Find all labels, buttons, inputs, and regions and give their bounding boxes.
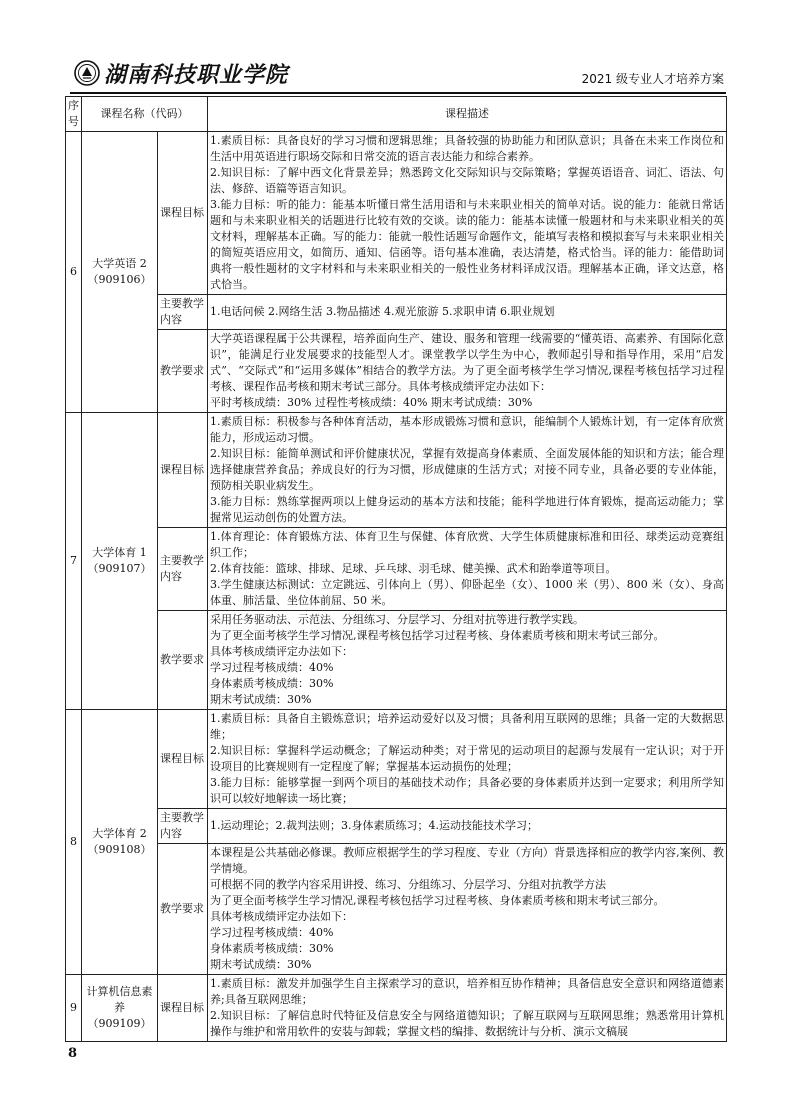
course-number: 8 (66, 710, 82, 975)
description-item-label: 课程目标 (158, 975, 208, 1042)
description-line: 本课程是公共基础必修课。教师应根据学生的学习程度、专业（方向）背景选择相应的教学内容,案例、教学情境。 (210, 846, 724, 875)
course-name: 大学英语 2 (92, 257, 147, 270)
description-line: 身体素质考核成绩：30% (210, 942, 334, 955)
course-number: 9 (66, 975, 82, 1042)
description-line: 1.体育理论：体育锻炼方法、体育卫生与保健、体育欣赏、大学生体质健康标准和田径、球类运动竞赛组织工作； (210, 530, 724, 559)
description-line: 平时考核成绩：30% 过程性考核成绩：40% 期末考试成绩：30% (210, 396, 533, 409)
table-row (66, 528, 727, 611)
course-table (65, 96, 727, 1042)
description-item-label: 主要教学内容 (158, 809, 208, 844)
description-line: 3.能力目标：听的能力：能基本听懂日常生活用语和与未来职业相关的简单对话。说的能力：能就日常话题和与未来职业相关的话题进行比较有效的交谈。读的能力：能基本读懂一般题材和与未来职业相关的英文材料，理解基本正确。写的能力：能就一般性话题写命题作文，能填写表格和模拟套写与未来职业相关的简短英语应用文，如简历、通知、信函等。语句基本准确，表达清楚，格式恰当。译的能力：能借助词典将一般性题材的文字材料和与未来职业相关的一般性业务材料译成汉语。理解基本正确，译文达意，格式恰当。 (210, 198, 724, 291)
table-row (66, 295, 727, 330)
course-name-cell (82, 413, 158, 710)
description-line: 1.素质目标：具备自主锻炼意识；培养运动爱好以及习惯；具备利用互联网的思维；具备一定的大数据思维； (210, 712, 724, 741)
description-text-cell (208, 413, 727, 528)
table-row (66, 710, 727, 809)
description-line: 大学英语课程属于公共课程，培养面向生产、建设、服务和管理一线需要的“懂英语、高素养、有国际化意识”，能满足行业发展要求的技能型人才。课堂教学以学生为中心，教师起引导和指导作用，采用“启发式”、“交际式”和“运用多媒体”相结合的教学方法。为了更全面考核学生学习情况,课程考核包括学习过程考核、课程作品考核和期末考试三部分。具体考核成绩评定办法如下： (210, 332, 724, 393)
description-line: 2.知识目标：了解信息时代特征及信息安全与网络道德知识；了解互联网与互联网思维；熟悉常用计算机操作与维护和常用软件的安装与卸载；掌握文档的编排、数据统计与分析、演示文稿展 (210, 1009, 724, 1038)
description-text-cell (208, 132, 727, 295)
description-item-label: 主要教学内容 (158, 295, 208, 330)
description-line: 2.知识目标：能简单测试和评价健康状况，掌握有效提高身体素质、全面发展体能的知识和方法；能合理选择健康营养食品；养成良好的行为习惯，形成健康的生活方式；对接不同专业，具备必要的专业体能，预防相关职业病发生。 (210, 447, 724, 492)
description-text-cell (208, 710, 727, 809)
description-line: 期末考试成绩：30% (210, 958, 312, 971)
description-line: 2.知识目标：掌握科学运动概念；了解运动种类；对于常见的运动项目的起源与发展有一定认识；对于开设项目的比赛规则有一定程度了解；掌握基本运动损伤的处理； (210, 744, 724, 773)
table-header-row (66, 97, 727, 132)
description-line: 期末考试成绩：30% (210, 693, 312, 706)
description-line: 2.体育技能：篮球、排球、足球、乒乓球、羽毛球、健美操、武术和跆拳道等项目。 (210, 562, 617, 575)
description-item-label: 课程目标 (158, 710, 208, 809)
header-desc: 课程描述 (208, 97, 727, 132)
document-title: 2021 级专业人才培养方案 (581, 72, 724, 86)
course-number: 6 (66, 132, 82, 413)
description-text-cell (208, 844, 727, 975)
description-line: 1.运动理论；2.裁判法则；3.身体素质练习；4.运动技能技术学习； (210, 819, 538, 832)
description-line: 具体考核成绩评定办法如下： (210, 910, 353, 923)
table-row (66, 975, 727, 1042)
description-text-cell (208, 975, 727, 1042)
course-number: 7 (66, 413, 82, 710)
college-logo (74, 58, 288, 88)
course-name-cell (82, 132, 158, 413)
table-row (66, 844, 727, 975)
description-item-label: 主要教学内容 (158, 528, 208, 611)
description-line: 为了更全面考核学生学习情况,课程考核包括学习过程考核、身体素质考核和期末考试三部分。 (210, 894, 665, 907)
description-item-label: 教学要求 (158, 611, 208, 710)
page-number: 8 (68, 1046, 78, 1061)
description-line: 3.学生健康达标测试：立定跳远、引体向上（男）、仰卧起坐（女）、1000 米（男）、800 米（女）、身高体重、肺活量、坐位体前屈、50 米。 (210, 578, 724, 607)
table-row (66, 330, 727, 413)
description-line: 1.素质目标：具备良好的学习习惯和逻辑思维；具备较强的协助能力和团队意识；具备在未来工作岗位和生活中用英语进行职场交际和日常交流的语言表达能力和综合素养。 (210, 134, 724, 163)
description-line: 3.能力目标：能够掌握一到两个项目的基础技术动作；具备必要的身体素质并达到一定要求；利用所学知识可以较好地解读一场比赛； (210, 776, 724, 805)
description-item-label: 课程目标 (158, 132, 208, 295)
description-line: 2.知识目标：了解中西文化背景差异；熟悉跨文化交际知识与交际策略；掌握英语语音、词汇、语法、句法、修辞、语篇等语言知识。 (210, 166, 724, 195)
course-name: 大学体育 1 (92, 546, 147, 559)
course-code: （909108） (87, 843, 152, 856)
description-text-cell (208, 611, 727, 710)
table-row (66, 132, 727, 295)
description-line: 为了更全面考核学生学习情况,课程考核包括学习过程考核、身体素质考核和期末考试三部分。 (210, 629, 665, 642)
description-line: 1.素质目标：激发并加强学生自主探索学习的意识，培养相互协作精神；具备信息安全意识和网络道德素养;具备互联网思维； (210, 977, 724, 1006)
course-code: （909107） (87, 562, 152, 575)
description-line: 学习过程考核成绩：40% (210, 926, 334, 939)
course-code: （909109） (87, 1017, 152, 1030)
course-name-cell (82, 710, 158, 975)
page-header (70, 56, 726, 94)
header-course: 课程名称（代码） (82, 97, 208, 132)
course-name: 计算机信息素养 (86, 985, 153, 1014)
table-row (66, 611, 727, 710)
header-no: 序号 (66, 97, 82, 132)
college-seal-icon (74, 60, 100, 86)
description-item-label: 教学要求 (158, 330, 208, 413)
description-line: 采用任务驱动法、示范法、分组练习、分层学习、分组对抗等进行教学实践。 (210, 613, 584, 626)
description-text-cell (208, 295, 727, 330)
table-body (66, 132, 727, 1042)
description-text-cell (208, 528, 727, 611)
college-name-logo: 湖南科技职业学院 (104, 61, 289, 88)
course-code: （909106） (87, 273, 152, 286)
description-line: 1.素质目标：积极参与各种体育活动，基本形成锻炼习惯和意识，能编制个人锻炼计划，有一定体育欣赏能力，形成运动习惯。 (210, 415, 724, 444)
table-row (66, 809, 727, 844)
description-line: 学习过程考核成绩：40% (210, 661, 334, 674)
description-item-label: 教学要求 (158, 844, 208, 975)
description-line: 3.能力目标：熟练掌握两项以上健身运动的基本方法和技能；能科学地进行体育锻炼，提高运动能力；掌握常见运动创伤的处置方法。 (210, 495, 724, 524)
description-line: 具体考核成绩评定办法如下： (210, 645, 353, 658)
description-line: 身体素质考核成绩：30% (210, 677, 334, 690)
description-line: 可根据不同的教学内容采用讲授、练习、分组练习、分层学习、分组对抗教学方法 (210, 878, 606, 891)
course-name: 大学体育 2 (92, 827, 147, 840)
description-text-cell (208, 809, 727, 844)
description-line: 1.电话问候 2.网络生活 3.物品描述 4.观光旅游 5.求职申请 6.职业规划 (210, 305, 555, 318)
table-row (66, 413, 727, 528)
description-item-label: 课程目标 (158, 413, 208, 528)
description-text-cell (208, 330, 727, 413)
course-name-cell (82, 975, 158, 1042)
